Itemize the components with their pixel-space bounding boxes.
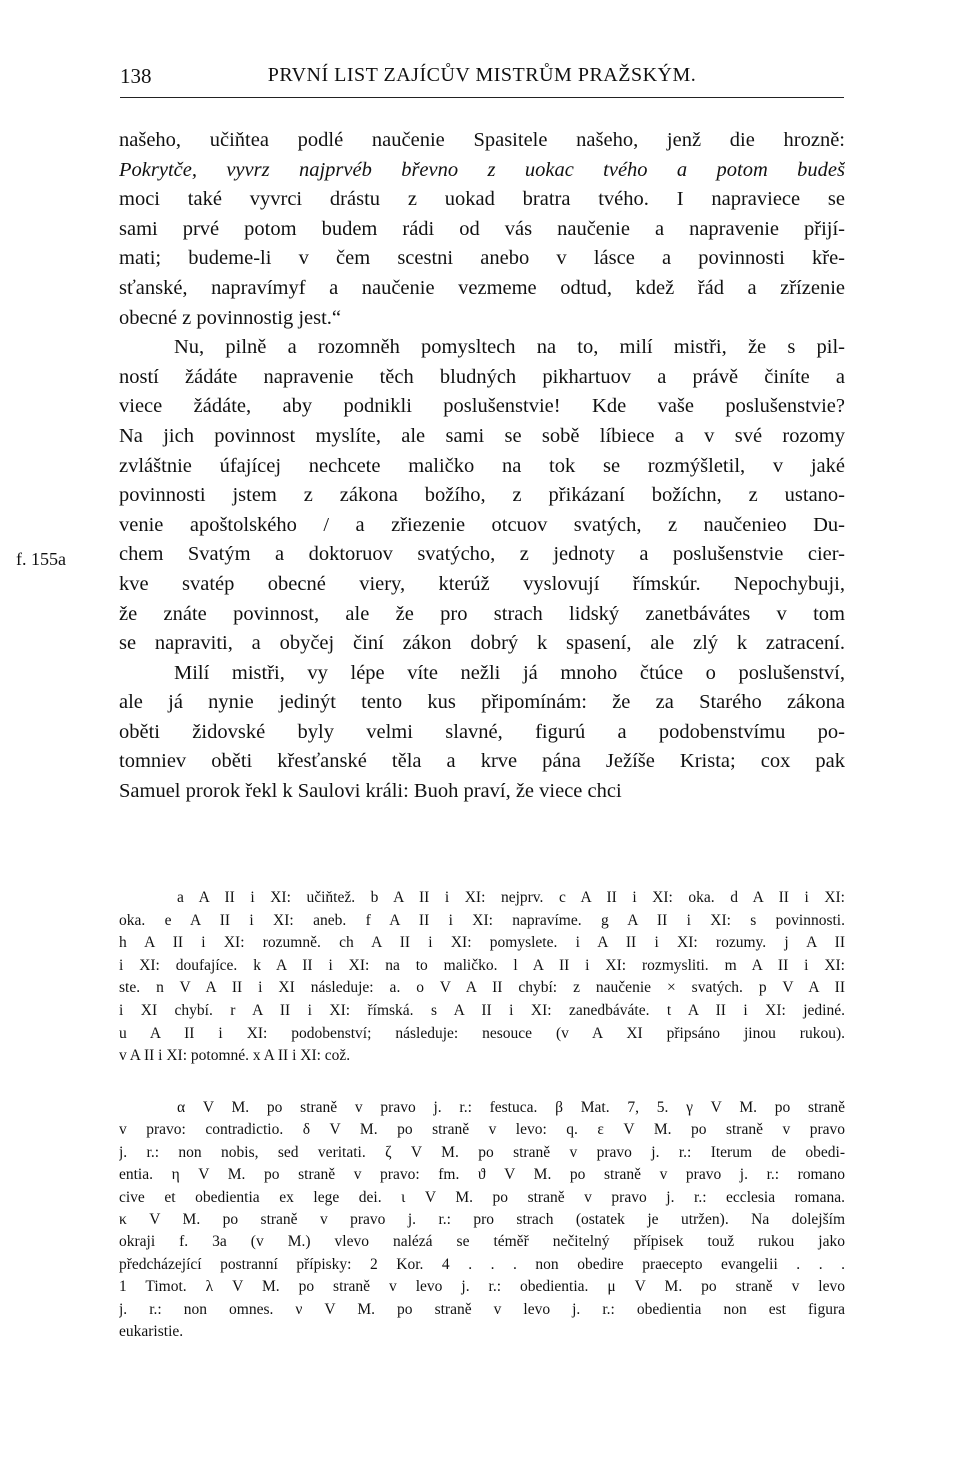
text-line: obecné z povinnostig jest.“ [119, 306, 342, 329]
page-number: 138 [120, 64, 152, 88]
footnote-line: cive et obedientia ex lege dei. ι V M. po straně v pravo j. r.: ecclesia romana. [119, 1188, 845, 1206]
footnote-line: předcházející postranní přípisky: 2 Kor. 4 . . . non obedire praecepto evangelii . . . [119, 1255, 845, 1273]
text-line: moci také vyvrci drástu z uokad bratra tvého. I napraviece se [119, 188, 845, 211]
text-line: tomniev oběti křesťanské těla a krve pána Ježíše Krista; cox pak [119, 750, 845, 773]
footnote-line: j. r.: non nobis, sed veritati. ζ V M. po straně v pravo j. r.: Iterum de obedi- [119, 1143, 845, 1161]
footnote-line: i XI chybí. r A II i XI: římská. s A II i XI: zanedbáváte. t A II i XI: jediné. [119, 1001, 845, 1019]
footnote-line: κ V M. po straně v pravo j. r.: pro strach (ostatek je utržen). Na dolejším [119, 1210, 845, 1228]
footnote-line: α V M. po straně v pravo j. r.: festuca. β Mat. 7, 5. γ V M. po straně [177, 1099, 845, 1116]
footnote-line: 1 Timot. λ V M. po straně v levo j. r.: obedientia. μ V M. po straně v levo [119, 1278, 845, 1296]
text-line: viece žádáte, aby podnikli poslušenstvie! Kde vaše poslušenstvie? [119, 395, 845, 418]
text-line: oběti židovské byly velmi slavné, figurú a podobenstvímu po- [119, 720, 845, 743]
text-line: kve svatép obecné viery, kterúž vyslovují římskúr. Nepochybuji, [119, 572, 845, 595]
text-line: ale já nynie jedinýt tento kus připomínám: že za Starého zákona [119, 691, 845, 714]
footnote-line: entia. η V M. po straně v pravo: fm. ϑ V M. po straně v pravo j. r.: romano [119, 1166, 845, 1184]
footnote-line: h A II i XI: rozumně. ch A II i XI: pomyslete. i A II i XI: rozumy. j A II [119, 934, 845, 952]
text-line: se napraviti, a obyčej činí zákon dobrý k spasení, ale zlý k zatracení. [119, 632, 845, 655]
footnote-line: v A II i XI: potomné. x A II i XI: což. [119, 1047, 351, 1065]
footnote-line: okraji f. 3a (v M.) vlevo nalézá se téměř nečitelný přípisek touž rukou jako [119, 1233, 845, 1251]
text-line: Na jich povinnost myslíte, ale sami se sobě líbiece a v své rozomy [119, 424, 845, 447]
text-line: mati; budeme-li v čem scestni anebo v lásce a povinnosti kře- [119, 247, 845, 270]
text-line: sami prvé potom budem rádi od vás naučenie a napravenie přijí- [119, 217, 845, 240]
text-line: sťanské, napravímyf a naučenie vezmeme odtud, kdež řád a zřízenie [119, 276, 845, 299]
main-text [119, 126, 845, 807]
text-line: Pokrytče, vyvrz najprvéb břevno z uokac tvého a potom budeš [119, 158, 845, 181]
text-line: povinnosti jstem z zákona božího, z přikázaní božíchn, z ustano- [119, 484, 845, 507]
text-line: Samuel prorok řekl k Saulovi králi: Buoh praví, že viece chci [119, 780, 622, 803]
text-line: zvláštnie úfajícej nechcete maličko na tok se rozmýšletil, v jaké [119, 454, 845, 477]
footnote-line: oka. e A II i XI: aneb. f A II i XI: napravíme. g A II i XI: s povinnosti. [119, 911, 845, 929]
text-line: ností žádáte napravenie těch bludných pikhartuov a právě činíte a [119, 365, 845, 388]
text-line: že znáte povinnost, ale že pro strach lidský zanetbávátes v tom [119, 602, 845, 625]
text-line: chem Svatým a doktoruov svatýcho, z jednoty a poslušenstvie cier- [119, 543, 845, 566]
margin-folio-note: f. 155a [16, 549, 66, 569]
header-rule [120, 97, 844, 98]
footnote-line: ste. n V A II i XI následuje: a. o V A II chybí: z naučenie × svatých. p V A II [119, 979, 845, 997]
page-header [120, 64, 844, 94]
footnote-line: eukaristie. [119, 1322, 184, 1340]
footnote-line: j. r.: non omnes. ν V M. po straně v levo j. r.: obedientia non est figura [119, 1300, 845, 1318]
footnotes-marginalia [119, 1097, 845, 1343]
footnote-line: u A II i XI: podobenství; následuje: nesouce (v A XI připsáno jinou rukou). [119, 1024, 845, 1042]
running-title: PRVNÍ LIST ZAJÍCŮV MISTRŮM PRAŽSKÝM. [267, 64, 697, 86]
text-line: Milí mistři, vy lépe víte nežli já mnoho čtúce o poslušenství, [174, 661, 845, 684]
text-line: našeho, učiňtea podlé naučenie Spasitele našeho, jenž die hrozně: [119, 129, 845, 151]
text-line: venie apoštolského / a zřiezenie otcuov svatých, z naučenieo Du- [119, 513, 845, 536]
footnote-line: i XI: doufajíce. k A II i XI: na to maličko. l A II i XI: rozmysliti. m A II i XI: [119, 956, 845, 974]
text-line: Nu, pilně a rozomněh pomysltech na to, milí mistři, že s pil- [174, 336, 845, 359]
footnote-line: v pravo: contradictio. δ V M. po straně v levo: q. ε V M. po straně v pravo [119, 1121, 845, 1139]
footnotes-variants [119, 887, 845, 1068]
footnote-line: a A II i XI: učiňtež. b A II i XI: nejprv. c A II i XI: oka. d A II i XI: [177, 889, 845, 906]
